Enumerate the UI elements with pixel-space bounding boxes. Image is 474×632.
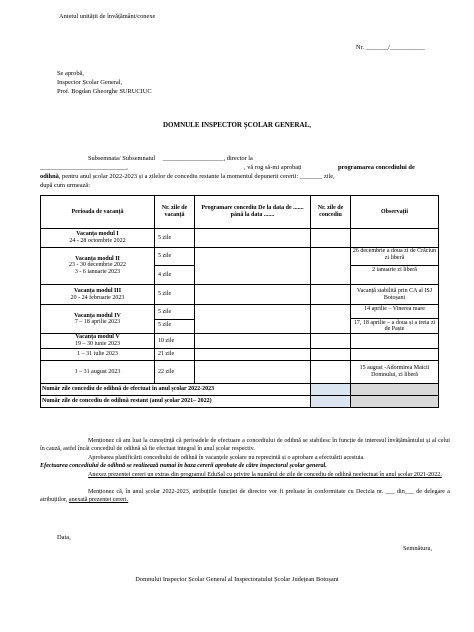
vacation-days-cell — [155, 247, 195, 284]
schedule-input-cell[interactable] — [195, 361, 311, 384]
vacation-days: 21 zile — [158, 351, 175, 358]
vacation-days-cell — [155, 284, 195, 305]
total-label: Număr zile concediu de odihnă de efectuat în anul școlar 2022-2023 — [41, 383, 311, 395]
intro-bold: programarea concediului de — [338, 164, 415, 171]
intro-text: , pentru anul școlar 2022-2023 și a zilelor de concediu restante la momentul depunerii cererii: — [58, 173, 299, 180]
table-header-row — [41, 196, 439, 229]
observation: 26 decembrie a doua zi de Crăciun zi liberă — [351, 248, 438, 267]
schedule-input-cell[interactable] — [195, 247, 311, 284]
period-cell — [41, 284, 155, 305]
total-row — [41, 383, 439, 395]
observations-cell — [351, 334, 439, 348]
leave-days-input-cell[interactable] — [311, 348, 351, 361]
paragraph-condition: Efectuarea concediului de odihnă se realizează numai în baza cererii aprobate de către inspectorul școlar general. — [40, 463, 327, 469]
paragraph-approval-note: Aprobarea planificării concediului de odihnă în vacanțele școlare nu reprezintă și o aprobare a efectuării acestuia. — [88, 455, 365, 461]
observations-cell — [351, 284, 439, 305]
total-label: Număr zile de concediu de odihnă restant (anul școlar 2021– 2022) — [41, 395, 311, 407]
col-header: Nr. zile de vacanță — [155, 196, 195, 229]
period-dates: 1 – 31 iulie 2023 — [77, 351, 118, 358]
schedule-input-cell[interactable] — [195, 348, 311, 361]
table-row — [41, 334, 439, 348]
total-obs — [351, 395, 439, 407]
observations-cell — [351, 305, 439, 334]
leave-days-input-cell[interactable] — [311, 305, 351, 334]
vacation-days-cell — [155, 229, 195, 248]
table-row — [41, 229, 439, 248]
registration-number: Nr. _______/___________ — [356, 44, 425, 51]
period-cell — [41, 247, 155, 284]
intro-bold: odihnă — [40, 173, 59, 180]
days-blank: _______ — [299, 173, 323, 180]
paragraph-acknowledgement: Menționez că am luat la cunoștință că perioadele de efectuare a concediului de odihnă se stabilesc în funcție de interesul învățământului și al celui în cauză, astfel încât concediul de odihnă să fie efectuat integral în anul școlar respectiv. — [40, 438, 450, 453]
date-label: Data, — [57, 534, 71, 541]
observation: 2 ianuarie zi liberă — [372, 266, 417, 273]
schedule-input-cell[interactable] — [195, 305, 311, 334]
vacation-days: 5 zile — [158, 234, 172, 241]
vacation-days: 5 zile — [158, 291, 172, 298]
vacation-days-cell — [155, 334, 195, 348]
total-obs — [351, 383, 439, 395]
approval-role: Inspector Școlar General, — [57, 79, 123, 86]
period-label: Vacanța modul V — [75, 334, 120, 341]
paragraph-annex: Anexez prezentei cereri un extras din programul EduSal cu privire la numărul de zile de concediu de odihnă neefectuat în anul școlar 2021-2022. — [88, 472, 442, 478]
observations-cell — [351, 247, 439, 284]
period-cell — [41, 361, 155, 384]
total-row — [41, 395, 439, 407]
period-label: Vacanța modul I — [76, 231, 119, 238]
period-dates: 24 - 28 octombrie 2022 — [69, 237, 126, 244]
intro-line-3: după cum urmează: — [40, 182, 91, 189]
observations-cell — [351, 361, 439, 384]
addressee: Domnului Inspector Școlar General al Inspectoratului Școlar Județean Botoșani — [135, 576, 339, 583]
period-dates: 20 - 24 februarie 2023 — [70, 294, 125, 301]
observation: 14 aprilie – Vinerea mare — [351, 305, 438, 319]
period-dates: 7 – 18 aprilie 2023 — [74, 319, 121, 326]
vacation-days: 4 zile — [158, 271, 172, 278]
period-label: Vacanța modul III — [73, 287, 122, 294]
observations-cell — [351, 229, 439, 248]
observation: 15 august -Adormirea Maicii Domnului, zi liberă — [359, 365, 430, 378]
observations-cell — [351, 348, 439, 361]
observation: Vacanță stabilită prin CA al ISJ Botoșani — [356, 287, 433, 301]
approval-line: Se aprobă, — [57, 70, 84, 77]
leave-days-input-cell[interactable] — [311, 229, 351, 248]
signature-label: Semnătura, — [403, 545, 432, 552]
page-title: DOMNULE INSPECTOR ȘCOLAR GENERAL, — [162, 121, 312, 129]
period-cell — [41, 334, 155, 348]
leave-days-input-cell[interactable] — [311, 284, 351, 305]
vacation-days: 5 zile — [155, 248, 194, 267]
intro-text: , director la — [223, 155, 253, 162]
intro-text: , vă rog să-mi aprobați — [244, 164, 302, 171]
observation — [351, 340, 438, 341]
intro-line-1 — [88, 155, 253, 163]
vacation-days: 22 zile — [158, 368, 175, 375]
table-row — [41, 348, 439, 361]
vacation-days-cell — [155, 348, 195, 361]
col-header: Nr. zile de concediu — [311, 196, 351, 229]
period-cell — [41, 348, 155, 361]
observation — [351, 354, 438, 355]
period-cell — [41, 305, 155, 334]
vacation-days: 5 zile — [158, 322, 172, 329]
period-cell — [41, 229, 155, 248]
observation — [351, 237, 438, 238]
table-row — [41, 361, 439, 384]
intro-line-2 — [40, 173, 335, 181]
period-label: Vacanța modul II — [75, 255, 120, 262]
col-header: Perioada de vacanță — [41, 196, 155, 229]
table-row — [41, 247, 439, 284]
vacation-days: 10 zile — [158, 337, 175, 344]
school-blank: ___________________________, — [40, 164, 128, 171]
header-antet: Antetul unității de învățământ/conexe — [59, 13, 156, 20]
period-dates: 23 - 30 decembrie 2022 3 - 6 ianuarie 2023 — [69, 262, 126, 275]
observation: 17, 18 aprilie – a doua și a treia zi de Paște — [353, 319, 436, 333]
paragraph-delegation: Menționez că, în anul școlar 2022-2023, atribuțiile funcției de director vor fi preluate în conformitate cu Decizia nr. ___ din___ de delegare a atribuțiilor, anexată prezentei cereri. — [40, 489, 450, 504]
vacation-table — [40, 195, 439, 408]
total-value[interactable] — [311, 395, 351, 407]
schedule-input-cell[interactable] — [195, 334, 311, 348]
schedule-input-cell[interactable] — [195, 229, 311, 248]
col-header: Programare concediu De la data de ....... până la data ....... — [195, 196, 311, 229]
intro-text: Subsemnata/ Subsemnatul — [88, 155, 156, 162]
table-row — [41, 305, 439, 334]
period-dates: 19 – 30 iunie 2023 — [75, 340, 120, 347]
leave-days-input-cell[interactable] — [311, 361, 351, 384]
leave-days-input-cell[interactable] — [311, 247, 351, 284]
period-dates: 1 – 31 august 2023 — [74, 368, 121, 375]
table-row — [41, 284, 439, 305]
leave-days-input-cell[interactable] — [311, 334, 351, 348]
vacation-days-cell — [155, 361, 195, 384]
intro-text: zile, — [323, 173, 335, 180]
approval-name: Prof. Bogdan Gheorghe SURUCIUC — [57, 88, 152, 95]
col-header: Observații — [351, 196, 439, 229]
vacation-days-cell — [155, 305, 195, 334]
name-blank: ___________________ — [162, 155, 224, 162]
schedule-input-cell[interactable] — [195, 284, 311, 305]
total-value[interactable] — [311, 383, 351, 395]
vacation-days: 5 zile — [155, 306, 194, 320]
period-label: Vacanța modul IV — [74, 312, 121, 319]
